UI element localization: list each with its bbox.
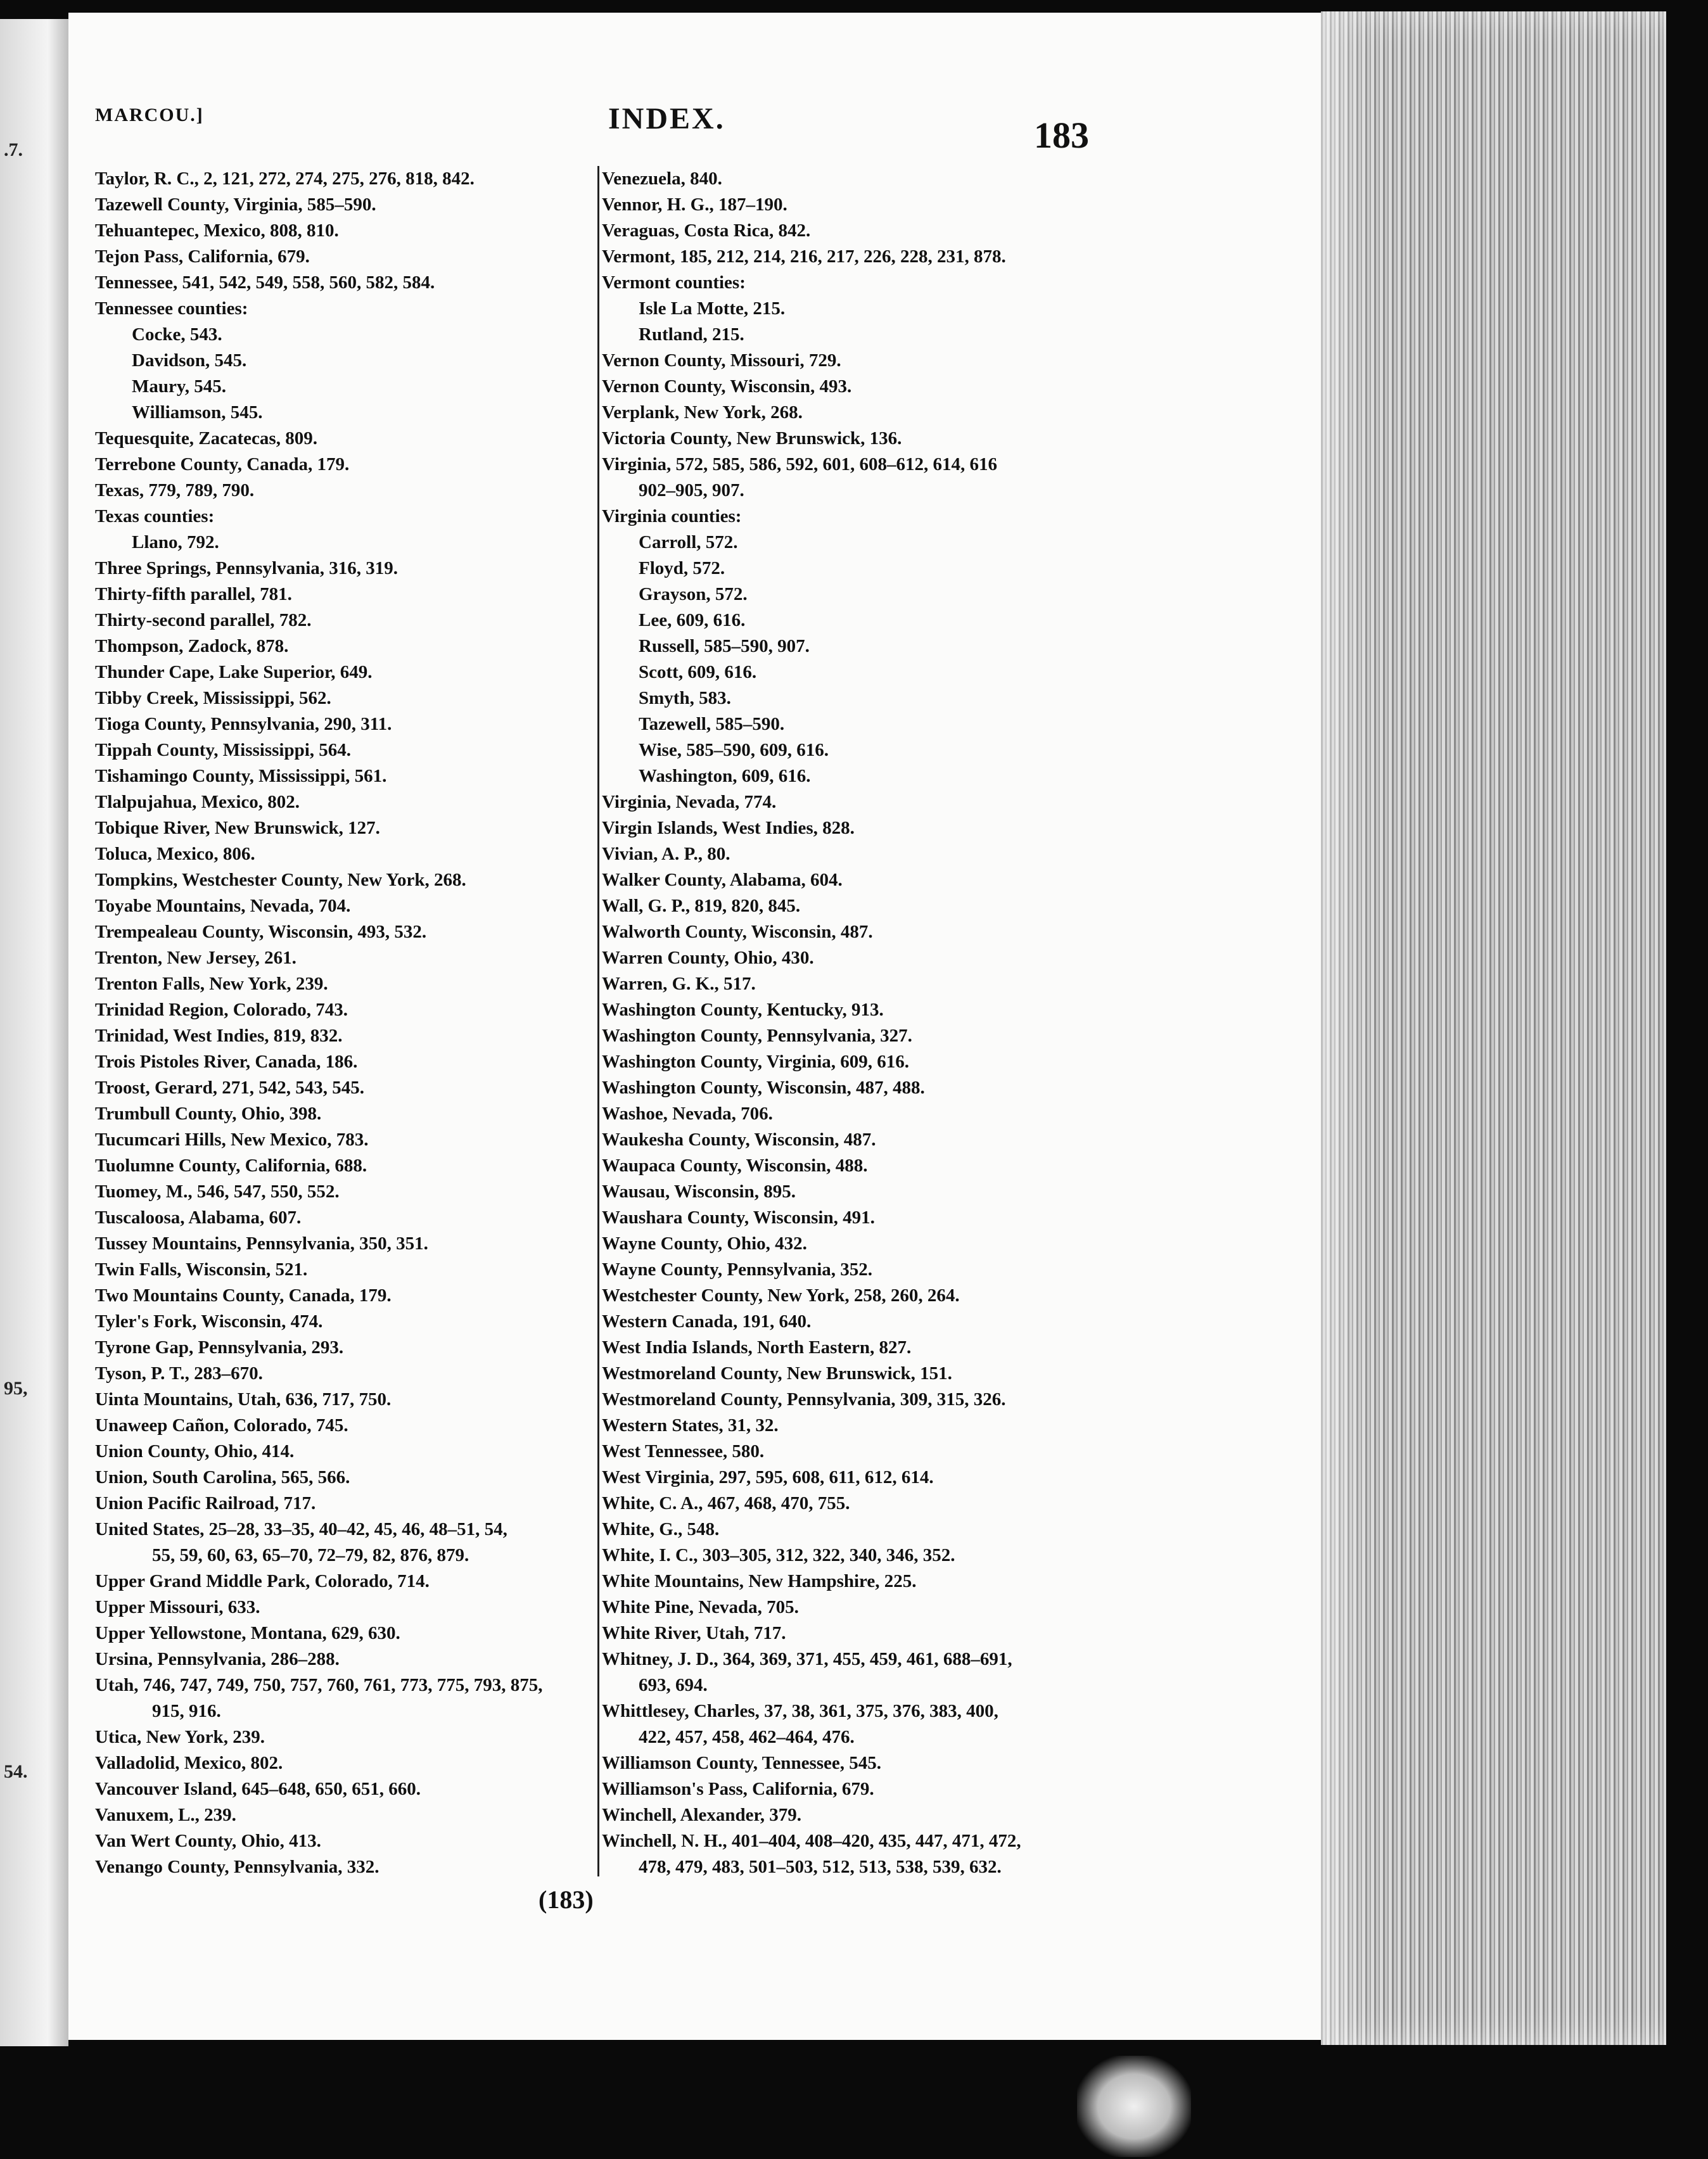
index-entry: Maury, 545. [132, 376, 227, 397]
index-entry: Winchell, N. H., 401–404, 408–420, 435, 447, 471, 472, [602, 1831, 1021, 1851]
index-entry: Grayson, 572. [639, 584, 748, 604]
index-column-right [602, 166, 1172, 1880]
index-entry: Trinidad, West Indies, 819, 832. [95, 1026, 343, 1046]
index-entry: Victoria County, New Brunswick, 136. [602, 428, 902, 449]
index-entry: Wise, 585–590, 609, 616. [639, 740, 829, 760]
index-entry: Tennessee, 541, 542, 549, 558, 560, 582, 584. [95, 272, 435, 293]
index-entry: Williamson's Pass, California, 679. [602, 1779, 874, 1799]
index-entry: 693, 694. [639, 1675, 708, 1695]
index-entry: Westmoreland County, New Brunswick, 151. [602, 1363, 952, 1384]
index-entry: Vernon County, Wisconsin, 493. [602, 376, 852, 397]
index-entry: Tlalpujahua, Mexico, 802. [95, 792, 300, 812]
index-entry: Tazewell County, Virginia, 585–590. [95, 194, 376, 215]
index-entry: Trenton, New Jersey, 261. [95, 948, 296, 968]
index-entry: Trempealeau County, Wisconsin, 493, 532. [95, 922, 427, 942]
index-entry: Uinta Mountains, Utah, 636, 717, 750. [95, 1389, 392, 1410]
index-entry: Verplank, New York, 268. [602, 402, 803, 423]
index-entry: Taylor, R. C., 2, 121, 272, 274, 275, 276, 818, 842. [95, 169, 475, 189]
index-entry: Terrebone County, Canada, 179. [95, 454, 350, 474]
index-entry: Whittlesey, Charles, 37, 38, 361, 375, 376, 383, 400, [602, 1701, 998, 1721]
index-entry: Wausau, Wisconsin, 895. [602, 1181, 796, 1202]
index-entry: Tejon Pass, California, 679. [95, 246, 310, 267]
index-entry: Tussey Mountains, Pennsylvania, 350, 351. [95, 1233, 428, 1254]
index-entry: Vermont, 185, 212, 214, 216, 217, 226, 228, 231, 878. [602, 246, 1006, 267]
index-entry: Wayne County, Ohio, 432. [602, 1233, 807, 1254]
index-entry: Union Pacific Railroad, 717. [95, 1493, 316, 1513]
index-entry: Thompson, Zadock, 878. [95, 636, 289, 656]
index-entry: Washington County, Wisconsin, 487, 488. [602, 1078, 925, 1098]
index-entry: Washington County, Kentucky, 913. [602, 1000, 884, 1020]
index-entry: Trenton Falls, New York, 239. [95, 974, 328, 994]
index-entry: Wall, G. P., 819, 820, 845. [602, 896, 801, 916]
index-entry: White, C. A., 467, 468, 470, 755. [602, 1493, 850, 1513]
index-entry: Williamson, 545. [132, 402, 263, 423]
index-entry: Tompkins, Westchester County, New York, 268. [95, 870, 466, 890]
index-entry: 902–905, 907. [639, 480, 744, 500]
index-entry: Utica, New York, 239. [95, 1727, 265, 1747]
index-entry: Thirty-fifth parallel, 781. [95, 584, 292, 604]
index-entry: Winchell, Alexander, 379. [602, 1805, 802, 1825]
index-entry: Vernon County, Missouri, 729. [602, 350, 841, 371]
adjacent-page-edge [0, 19, 68, 2046]
index-entry: Lee, 609, 616. [639, 610, 746, 630]
index-entry: Walker County, Alabama, 604. [602, 870, 843, 890]
index-entry: Texas, 779, 789, 790. [95, 480, 255, 500]
index-entry: Washington County, Pennsylvania, 327. [602, 1026, 912, 1046]
index-entry: Toluca, Mexico, 806. [95, 844, 255, 864]
index-entry: Tuomey, M., 546, 547, 550, 552. [95, 1181, 340, 1202]
index-entry: Tobique River, New Brunswick, 127. [95, 818, 380, 838]
index-entry: Tequesquite, Zacatecas, 809. [95, 428, 317, 449]
index-entry: White Pine, Nevada, 705. [602, 1597, 799, 1617]
index-entry: Tuolumne County, California, 688. [95, 1156, 367, 1176]
index-entry: Twin Falls, Wisconsin, 521. [95, 1259, 308, 1280]
index-entry: White, I. C., 303–305, 312, 322, 340, 346, 352. [602, 1545, 955, 1565]
index-entry: White, G., 548. [602, 1519, 720, 1539]
index-entry: Upper Yellowstone, Montana, 629, 630. [95, 1623, 400, 1643]
index-entry: Valladolid, Mexico, 802. [95, 1753, 283, 1773]
index-entry: Vancouver Island, 645–648, 650, 651, 660. [95, 1779, 421, 1799]
index-entry: White Mountains, New Hampshire, 225. [602, 1571, 917, 1591]
index-entry: Two Mountains County, Canada, 179. [95, 1285, 392, 1306]
index-entry: Smyth, 583. [639, 688, 731, 708]
index-entry: Venango County, Pennsylvania, 332. [95, 1857, 379, 1877]
index-entry: Virginia counties: [602, 506, 742, 526]
index-entry: Trinidad Region, Colorado, 743. [95, 1000, 348, 1020]
index-entry: Scott, 609, 616. [639, 662, 757, 682]
index-entry: Tibby Creek, Mississippi, 562. [95, 688, 331, 708]
index-entry: Virgin Islands, West Indies, 828. [602, 818, 855, 838]
index-entry: Tishamingo County, Mississippi, 561. [95, 766, 387, 786]
index-entry: Westmoreland County, Pennsylvania, 309, 315, 326. [602, 1389, 1006, 1410]
index-entry: Tennessee counties: [95, 298, 248, 319]
index-entry: Westchester County, New York, 258, 260, 264. [602, 1285, 960, 1306]
index-entry: Veraguas, Costa Rica, 842. [602, 220, 811, 241]
index-entry: Washington, 609, 616. [639, 766, 811, 786]
index-entry: Rutland, 215. [639, 324, 744, 345]
running-head-author: MARCOU.] [95, 105, 204, 125]
index-entry: Russell, 585–590, 907. [639, 636, 810, 656]
index-entry: Isle La Motte, 215. [639, 298, 786, 319]
index-entry: Washington County, Virginia, 609, 616. [602, 1052, 910, 1072]
index-entry: Tyler's Fork, Wisconsin, 474. [95, 1311, 323, 1332]
index-entry: 422, 457, 458, 462–464, 476. [639, 1727, 855, 1747]
index-entry: Vermont counties: [602, 272, 746, 293]
index-entry: West Tennessee, 580. [602, 1441, 765, 1462]
margin-fragment: .7. [4, 139, 23, 160]
index-entry: 478, 479, 483, 501–503, 512, 513, 538, 539, 632. [639, 1857, 1002, 1877]
index-entry: Union, South Carolina, 565, 566. [95, 1467, 350, 1487]
index-entry: Williamson County, Tennessee, 545. [602, 1753, 882, 1773]
index-entry: Washoe, Nevada, 706. [602, 1104, 773, 1124]
index-entry: Venezuela, 840. [602, 169, 722, 189]
index-entry: Union County, Ohio, 414. [95, 1441, 295, 1462]
column-rule [597, 166, 599, 1876]
index-entry: Whitney, J. D., 364, 369, 371, 455, 459, 461, 688–691, [602, 1649, 1012, 1669]
footer-page-label: (183) [539, 1885, 594, 1914]
index-entry: Tuscaloosa, Alabama, 607. [95, 1207, 302, 1228]
index-entry: Virginia, 572, 585, 586, 592, 601, 608–612, 614, 616 [602, 454, 998, 474]
index-entry: Tehuantepec, Mexico, 808, 810. [95, 220, 339, 241]
index-entry: United States, 25–28, 33–35, 40–42, 45, 46, 48–51, 54, [95, 1519, 507, 1539]
index-entry: Floyd, 572. [639, 558, 725, 578]
index-entry: White River, Utah, 717. [602, 1623, 786, 1643]
index-entry: Trumbull County, Ohio, 398. [95, 1104, 322, 1124]
index-entry: Three Springs, Pennsylvania, 316, 319. [95, 558, 398, 578]
index-entry: Wayne County, Pennsylvania, 352. [602, 1259, 873, 1280]
index-entry: Tioga County, Pennsylvania, 290, 311. [95, 714, 392, 734]
index-entry: Cocke, 543. [132, 324, 222, 345]
index-entry: West Virginia, 297, 595, 608, 611, 612, 614. [602, 1467, 934, 1487]
index-entry: Thirty-second parallel, 782. [95, 610, 312, 630]
index-entry: Vivian, A. P., 80. [602, 844, 730, 864]
index-entry: 915, 916. [152, 1701, 221, 1721]
index-entry: Tippah County, Mississippi, 564. [95, 740, 352, 760]
scan-artifact [1077, 2056, 1191, 2157]
index-entry: Texas counties: [95, 506, 215, 526]
index-entry: Thunder Cape, Lake Superior, 649. [95, 662, 373, 682]
book-fore-edge [1321, 11, 1666, 2045]
index-entry: Davidson, 545. [132, 350, 247, 371]
index-entry: Tyson, P. T., 283–670. [95, 1363, 263, 1384]
index-entry: Warren County, Ohio, 430. [602, 948, 814, 968]
index-entry: Waupaca County, Wisconsin, 488. [602, 1156, 868, 1176]
running-head-title: INDEX. [608, 102, 725, 136]
index-entry: Toyabe Mountains, Nevada, 704. [95, 896, 351, 916]
index-entry: Waukesha County, Wisconsin, 487. [602, 1130, 876, 1150]
index-entry: Western Canada, 191, 640. [602, 1311, 812, 1332]
margin-fragment: 95, [4, 1378, 28, 1399]
index-entry: West India Islands, North Eastern, 827. [602, 1337, 912, 1358]
index-entry: Waushara County, Wisconsin, 491. [602, 1207, 875, 1228]
index-entry: Western States, 31, 32. [602, 1415, 779, 1436]
index-entry: Trois Pistoles River, Canada, 186. [95, 1052, 358, 1072]
index-entry: Ursina, Pennsylvania, 286–288. [95, 1649, 340, 1669]
index-entry: Tyrone Gap, Pennsylvania, 293. [95, 1337, 344, 1358]
index-column-left [95, 166, 646, 1880]
index-entry: Walworth County, Wisconsin, 487. [602, 922, 873, 942]
index-entry: Vennor, H. G., 187–190. [602, 194, 787, 215]
page-number: 183 [1034, 115, 1089, 156]
index-entry: Upper Grand Middle Park, Colorado, 714. [95, 1571, 430, 1591]
index-entry: Troost, Gerard, 271, 542, 543, 545. [95, 1078, 365, 1098]
index-entry: Tucumcari Hills, New Mexico, 783. [95, 1130, 369, 1150]
index-entry: Carroll, 572. [639, 532, 738, 552]
index-entry: Tazewell, 585–590. [639, 714, 785, 734]
index-entry: Llano, 792. [132, 532, 219, 552]
index-entry: Van Wert County, Ohio, 413. [95, 1831, 321, 1851]
index-entry: Virginia, Nevada, 774. [602, 792, 777, 812]
index-entry: Utah, 746, 747, 749, 750, 757, 760, 761, 773, 775, 793, 875, [95, 1675, 543, 1695]
index-entry: 55, 59, 60, 63, 65–70, 72–79, 82, 876, 879. [152, 1545, 469, 1565]
index-entry: Warren, G. K., 517. [602, 974, 756, 994]
index-entry: Vanuxem, L., 239. [95, 1805, 236, 1825]
margin-fragment: 54. [4, 1761, 28, 1782]
index-entry: Upper Missouri, 633. [95, 1597, 260, 1617]
index-entry: Unaweep Cañon, Colorado, 745. [95, 1415, 348, 1436]
